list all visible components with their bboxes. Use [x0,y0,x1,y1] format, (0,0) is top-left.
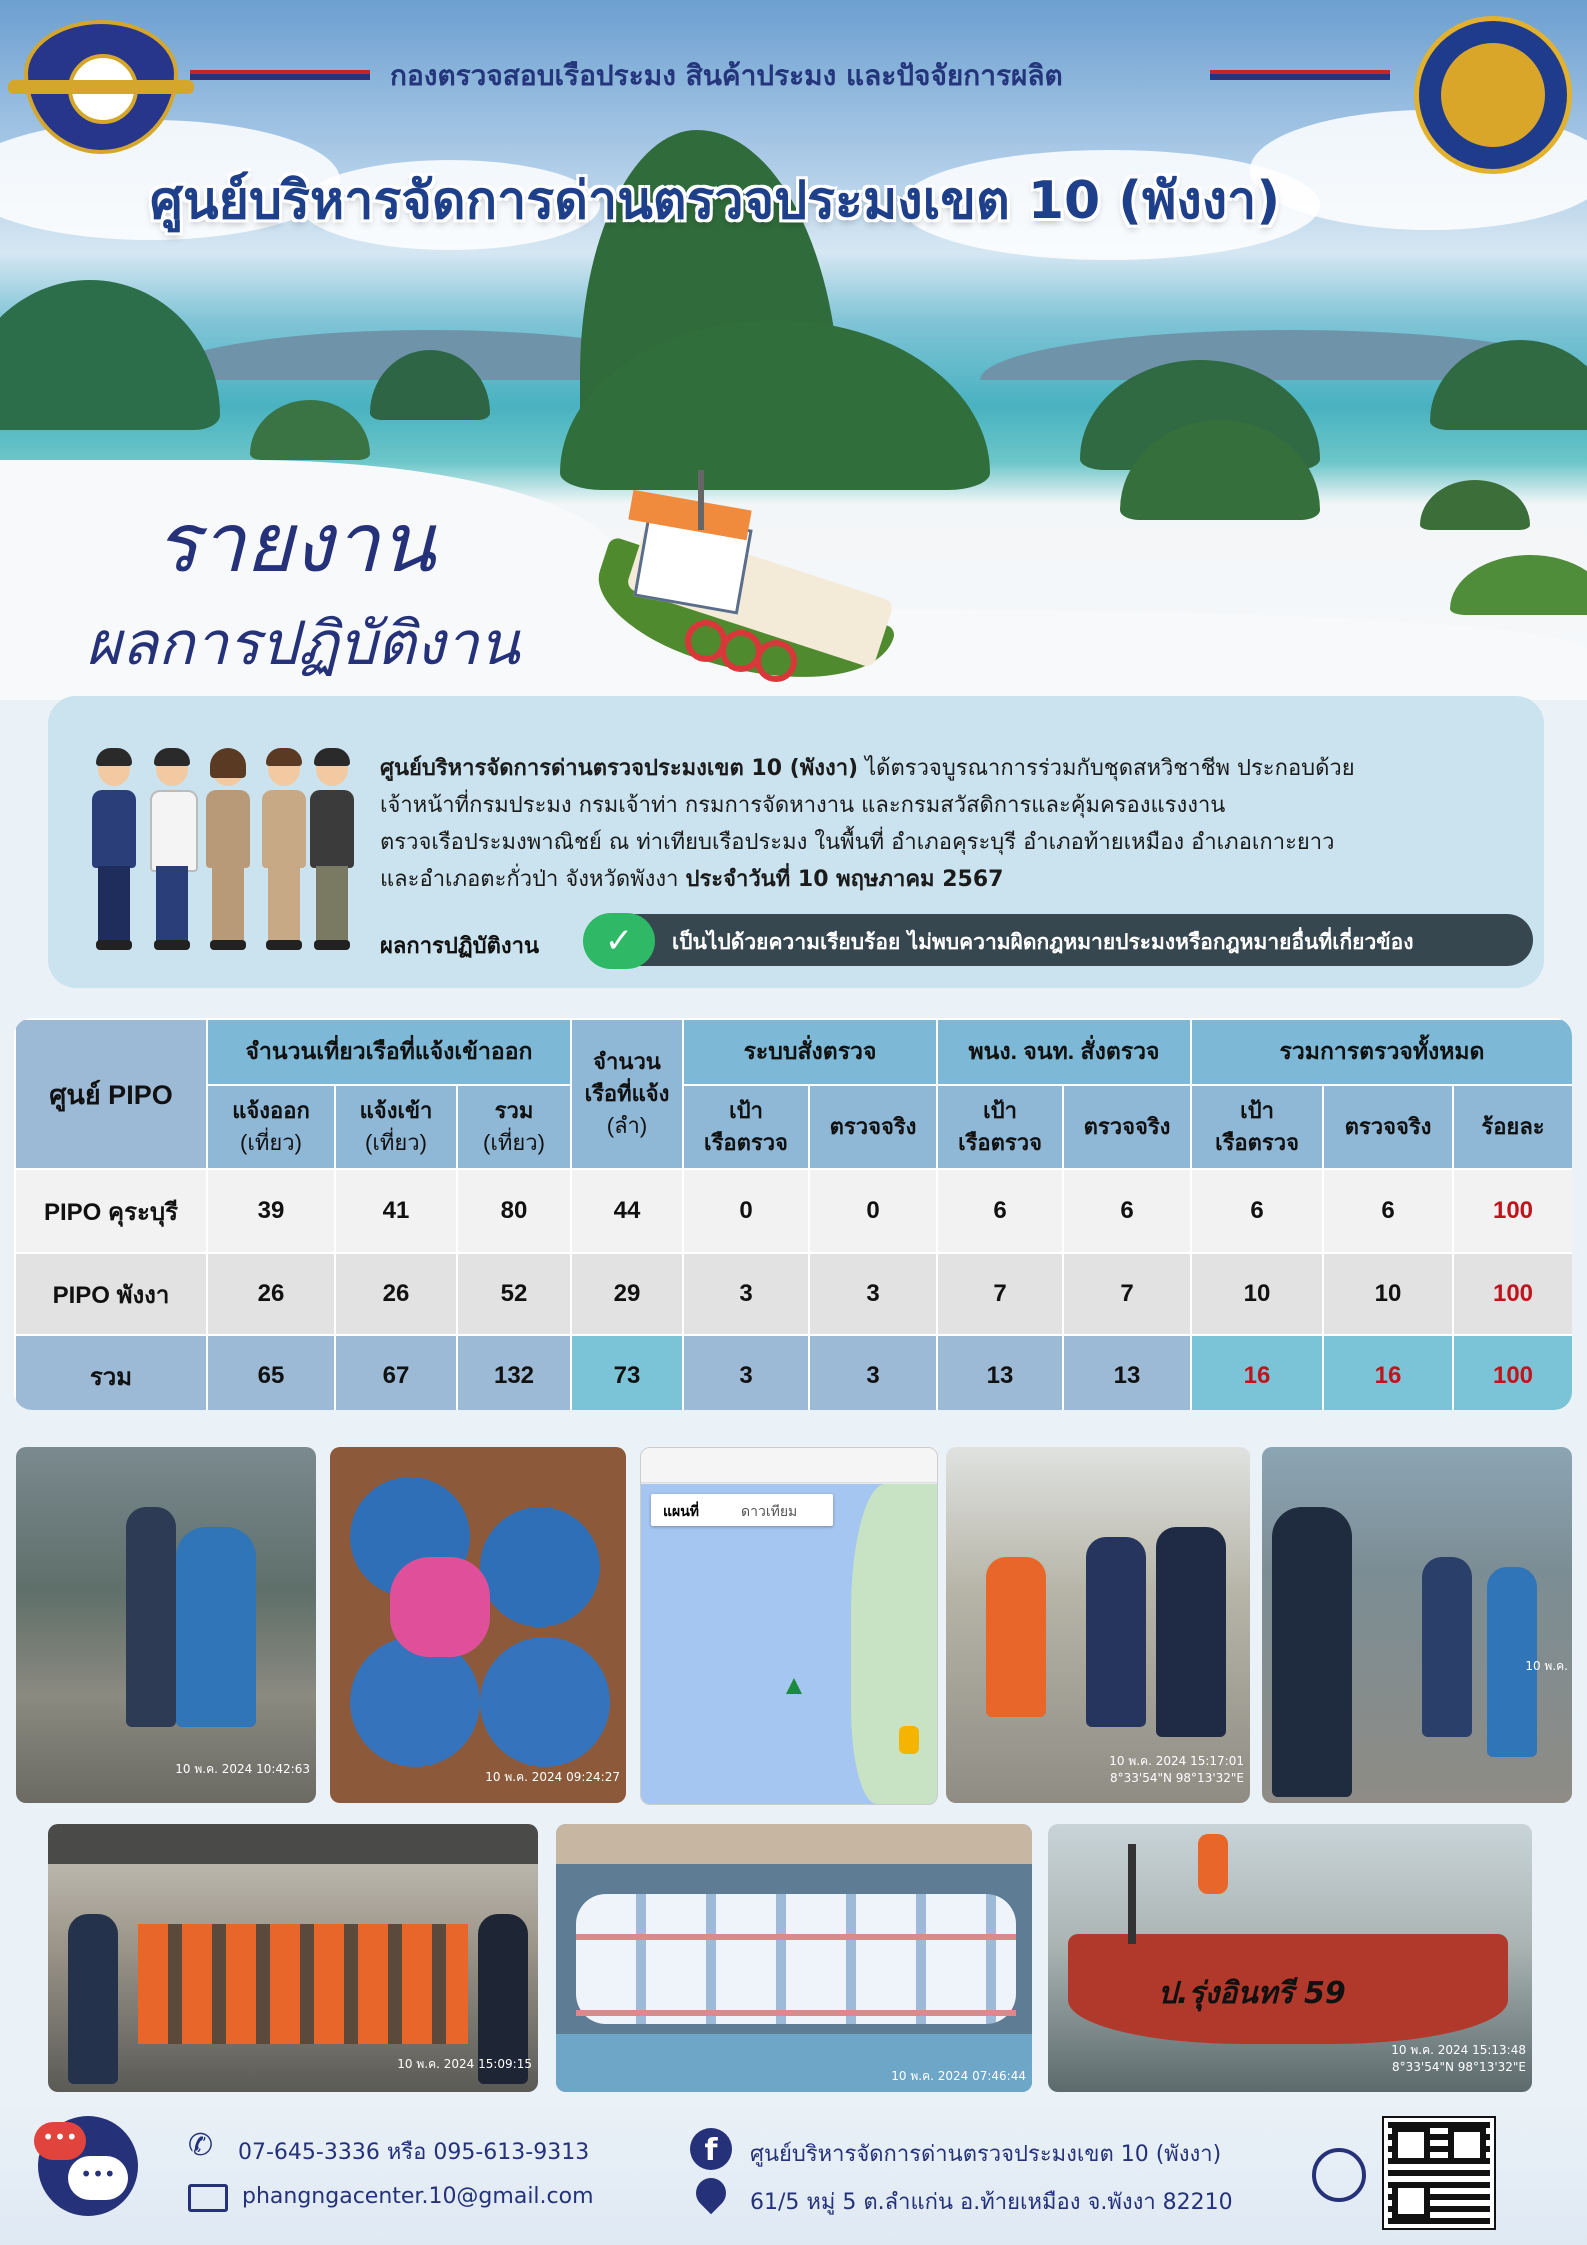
phone-number[interactable]: 07-645-3336 หรือ 095-613-9313 [238,2140,590,2165]
header-rule-left [190,70,370,80]
cell-tot-actual: 10 [1323,1253,1453,1335]
facebook-page[interactable]: ศูนย์บริหารจัดการด่านตรวจประมงเขต 10 (พังงา) [750,2142,1222,2167]
info-line-1 [380,750,1520,787]
info-line-3: ตรวจเรือประมงพาณิชย์ ณ ท่าเทียบเรือประมง ในพื้นที่ อำเภอคุระบุรี อำเภอท้ายเหมือง อำเภอเกาะยาว [380,830,1335,855]
cell-sys-target: 0 [683,1169,809,1253]
header-sys-actual: ตรวจจริง [809,1085,937,1169]
cell-in: 67 [335,1335,457,1410]
cell-in: 41 [335,1169,457,1253]
cell-out: 26 [207,1253,335,1335]
cell-sys-actual: 3 [809,1253,937,1335]
cell-off-target: 13 [937,1335,1063,1410]
cell-name: PIPO พังงา [15,1253,207,1335]
inspection-summary-table [14,1018,1572,1410]
officer-in-photo [1086,1537,1146,1727]
cell-sys-target: 3 [683,1253,809,1335]
cell-sum: 132 [457,1335,571,1410]
table-total-row [15,1335,1572,1410]
vms-map-screenshot [640,1447,938,1805]
unit-trip: (เที่ยว) [483,1130,545,1155]
cell-in: 26 [335,1253,457,1335]
unit-trip: (เที่ยว) [240,1130,302,1155]
cell-out: 39 [207,1169,335,1253]
officer-in-photo [1422,1557,1472,1737]
photo-coordinates: 8°33'54"N 98°13'32"E [1392,2060,1526,2074]
vessel-mast [1128,1844,1136,1944]
cell-percent: 100 [1453,1253,1572,1335]
header-total-group: รวมการตรวจทั้งหมด [1191,1019,1572,1085]
header-percent: ร้อยละ [1453,1085,1572,1169]
check-icon: ✓ [583,913,655,969]
qr-code[interactable] [1384,2118,1494,2228]
unit-boat: (ลำ) [606,1113,648,1138]
photo-timestamp: 10 พ.ค. 2024 09:24:27 [485,1770,620,1784]
report-subtitle: ผลการปฏิบัติงาน [86,609,520,679]
info-description [380,750,1520,898]
cell-tot-target: 6 [1191,1169,1323,1253]
header-off-actual: ตรวจจริง [1063,1085,1191,1169]
header-target-line2: เรือตรวจ [704,1130,788,1155]
basket [390,1557,490,1657]
life-ring [755,640,797,682]
photo-timestamp-line: 10 พ.ค. 2024 15:17:01 [1109,1754,1244,1768]
header-off-target [937,1085,1063,1169]
cell-off-actual: 13 [1063,1335,1191,1410]
vessel-position-icon [786,1678,802,1694]
header-tot-actual: ตรวจจริง [1323,1085,1453,1169]
qr-finder [1448,2126,1486,2164]
fish-bucket [480,1507,600,1627]
badge-wings [8,80,194,94]
crew-in-life-vests [138,1924,468,2044]
cell-percent: 100 [1453,1169,1572,1253]
crew-lineup-photo [48,1824,538,2092]
header-system-group: ระบบสั่งตรวจ [683,1019,937,1085]
cell-boats: 73 [571,1335,683,1410]
map-type-control[interactable] [651,1494,833,1526]
header-target-line1: เป้า [729,1098,763,1123]
address: 61/5 หมู่ 5 ต.ลำแก่น อ.ท้ายเหมือง จ.พังงา 82210 [750,2190,1233,2215]
officer-figure [150,752,194,952]
cell-tot-target: 16 [1191,1335,1323,1410]
table-row [15,1169,1572,1253]
vessel-name: ป.รุ่งอินทรี 59 [1158,1976,1346,2011]
map-toolbar [641,1448,937,1483]
crew-check-photo [946,1447,1250,1803]
cell-name: PIPO คุระบุรี [15,1169,207,1253]
cell-off-actual: 7 [1063,1253,1191,1335]
globe-icon[interactable] [1312,2148,1366,2202]
facebook-icon: f [690,2128,732,2170]
result-text: เป็นไปด้วยความเรียบร้อย ไม่พบความผิดกฎหมายประมงหรือกฎหมายอื่นที่เกี่ยวข้อง [672,930,1414,954]
header-tot-target [1191,1085,1323,1169]
officer-in-photo [1156,1527,1226,1737]
photo-timestamp: 10 พ.ค. 2024 10:42:63 [175,1762,310,1776]
header-trips-group: จำนวนเที่ยวเรือที่แจ้งเข้าออก [207,1019,571,1085]
map-tab-satellite[interactable]: ดาวเทียม [741,1504,798,1520]
cell-boats: 29 [571,1253,683,1335]
cell-off-target: 7 [937,1253,1063,1335]
header-out-label: แจ้งออก [232,1098,310,1123]
cell-sys-target: 3 [683,1335,809,1410]
header-in-label: แจ้งเข้า [359,1098,433,1123]
catch-photo [330,1447,626,1803]
fishing-vessel-photo [1048,1824,1532,2092]
org-name: ศูนย์บริหารจัดการด่านตรวจประมงเขต 10 (พังงา) [380,756,859,781]
chat-bubble-icon [38,2116,138,2216]
map-tab-map[interactable]: แผนที่ [663,1504,700,1520]
cell-sum: 80 [457,1169,571,1253]
header-out [207,1085,335,1169]
fish-hold-photo [556,1824,1032,2092]
info-line-4 [380,861,1520,898]
photo-timestamp-line: 10 พ.ค. 2024 15:13:48 [1391,2043,1526,2057]
header-target-line2: เรือตรวจ [1215,1130,1299,1155]
boat-mast [698,470,704,530]
shed-roof [48,1824,538,1864]
cell-tot-actual: 16 [1323,1335,1453,1410]
header-boats-line2: เรือที่แจ้ง [584,1081,670,1106]
cell-off-target: 6 [937,1169,1063,1253]
photo-timestamp: 10 พ.ค. [1525,1659,1568,1673]
crew-member [1198,1834,1228,1894]
shore-vegetation [1450,555,1587,615]
cell-sys-actual: 0 [809,1169,937,1253]
cell-out: 65 [207,1335,335,1410]
report-date: ประจำวันที่ 10 พฤษภาคม 2567 [685,867,1004,892]
map-land [851,1484,937,1804]
cell-tot-target: 10 [1191,1253,1323,1335]
island [250,400,370,460]
header-boats [571,1019,683,1169]
hold-wall [556,1824,1032,1864]
photo-timestamp [1391,2041,1526,2074]
unit-trip: (เที่ยว) [365,1130,427,1155]
logo-emblem [1441,43,1545,147]
cell-boats: 44 [571,1169,683,1253]
table-row [15,1253,1572,1335]
qr-finder [1392,2126,1430,2164]
header-boats-line1: จำนวน [593,1049,661,1074]
header-pipo: ศูนย์ PIPO [15,1019,207,1169]
info-line-2: เจ้าหน้าที่กรมประมง กรมเจ้าท่า กรมการจัดหางาน และกรมสวัสดิการและคุ้มครองแรงงาน [380,793,1226,818]
island [1420,480,1530,530]
report-title: รายงาน [155,496,436,591]
phone-icon: ✆ [188,2128,214,2163]
header-officer-group: พนง. จนท. สั่งตรวจ [937,1019,1191,1085]
header-target-line1: เป้า [1240,1098,1274,1123]
crew-member [986,1557,1046,1717]
pegman-icon[interactable] [899,1726,919,1754]
officer-in-photo [126,1507,176,1727]
officer-in-photo [176,1527,256,1727]
cell-name: รวม [15,1335,207,1410]
cell-sys-actual: 3 [809,1335,937,1410]
fishing-boat-illustration [580,470,900,720]
officer-figure [310,752,354,952]
inspection-photo [1262,1447,1572,1803]
fish-bucket [480,1637,610,1767]
qr-finder [1392,2182,1430,2220]
photo-coordinates: 8°33'54"N 98°13'32"E [1110,1771,1244,1785]
fish-bucket [350,1637,480,1767]
cell-tot-actual: 6 [1323,1169,1453,1253]
cell-percent: 100 [1453,1335,1572,1410]
chat-dots-icon: ••• [68,2156,128,2200]
barrel-rack [576,1934,1016,2016]
cell-sum: 52 [457,1253,571,1335]
officer-figure [206,752,250,952]
department-of-fisheries-logo [1414,16,1572,174]
header-rule-right [1210,70,1390,80]
email-address[interactable]: phangngacenter.10@gmail.com [242,2184,594,2209]
officer-figure [262,752,306,952]
cell-off-actual: 6 [1063,1169,1191,1253]
email-icon [188,2184,228,2212]
header-in [335,1085,457,1169]
header-target-line1: เป้า [983,1098,1017,1123]
photo-timestamp: 10 พ.ค. 2024 15:09:15 [397,2057,532,2071]
header-sys-target [683,1085,809,1169]
officer-in-photo [68,1914,118,2084]
header-sum-label: รวม [494,1098,534,1123]
info-text: และอำเภอตะกั่วป่า จังหวัดพังงา [380,867,686,892]
officer-in-photo [1272,1507,1352,1797]
chat-dots-icon: ••• [34,2122,86,2160]
info-text: ได้ตรวจบูรณาการร่วมกับชุดสหวิชาชีพ ประกอบด้วย [858,756,1355,781]
header-sum [457,1085,571,1169]
photo-timestamp: 10 พ.ค. 2024 07:46:44 [891,2069,1026,2083]
island [0,280,220,430]
inspection-photo [16,1447,316,1803]
page-title: ศูนย์บริหารจัดการด่านตรวจประมงเขต 10 (พังงา) [150,171,1281,231]
header-target-line2: เรือตรวจ [958,1130,1042,1155]
photo-timestamp [1109,1752,1244,1785]
result-label: ผลการปฏิบัติงาน [380,934,539,959]
officer-figure [92,752,136,952]
division-name: กองตรวจสอบเรือประมง สินค้าประมง และปัจจัยการผลิต [390,59,1063,92]
